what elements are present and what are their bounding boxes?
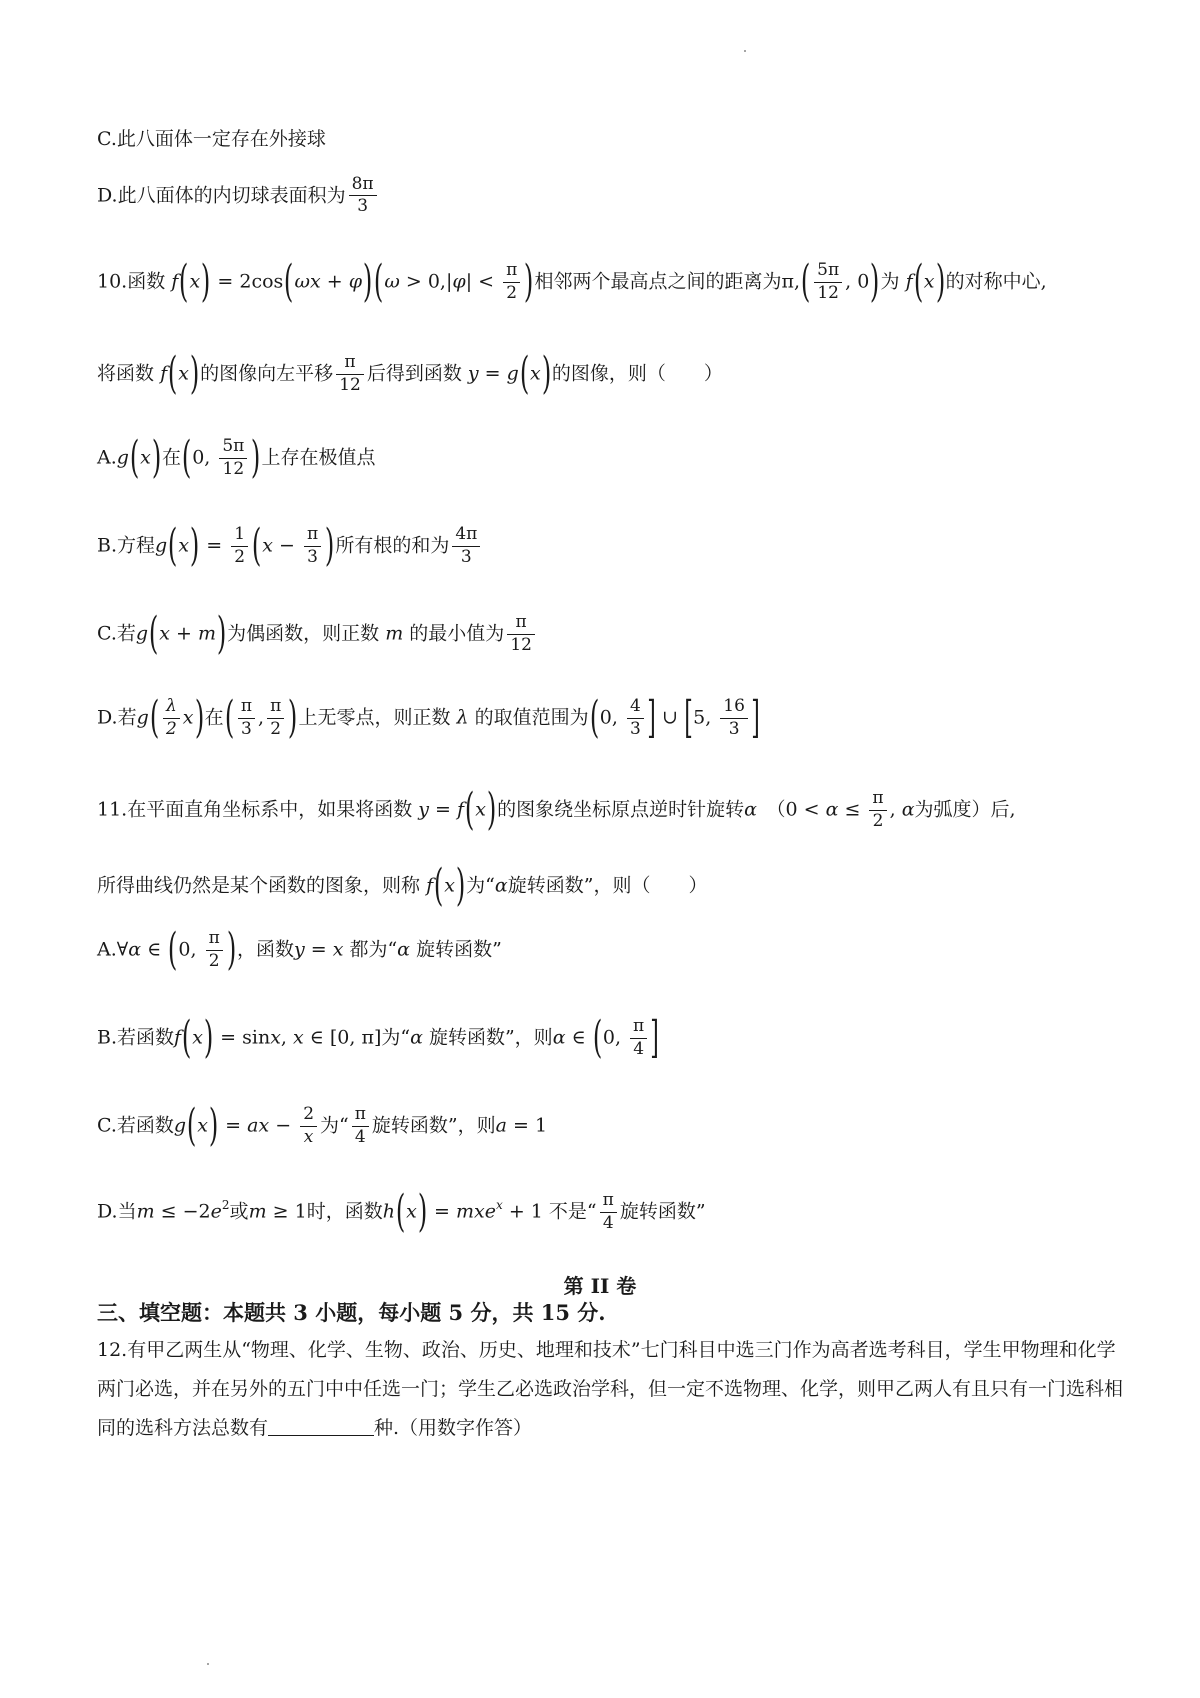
fraction-8pi-over-3: $\frac{8\pi}{3}$: [349, 174, 377, 218]
q11-option-c: C.若函数g(x) = ax − $\frac{2}{x}$ 为“ $\frac{\pi}{4}$ 旋转函数”，则a = 1: [97, 1100, 548, 1151]
q10-option-c: C.若g(x + m)为偶函数，则正数 m 的最小值为 $\frac{\pi}{12}$: [97, 612, 538, 656]
q10-stem-line2: 将函数 f(x)的图像向左平移 $\frac{\pi}{12}$ 后得到函数 y = g(x)的图像，则（ ）: [97, 348, 723, 399]
q9-option-c: C.此八面体一定存在外接球: [97, 128, 326, 150]
q11-option-b: B.若函数f(x) = sinx, x ∈ [0, π]为“α 旋转函数”，则α ∈ (0, $\frac{\pi}{4}$ ]: [97, 1012, 660, 1063]
q11-option-a: A.∀α ∈ (0, $\frac{\pi}{2}$ )，函数y = x 都为“α 旋转函数”: [97, 924, 502, 975]
q9-option-d: D.此八面体的内切球表面积为 $\frac{8\pi}{3}$: [97, 174, 380, 218]
q10-option-d: D.若g( $\frac{\lambda}{2}$ x)在( $\frac{\pi}{3}$ , $\frac{\pi}{2}$ )上无零点，则正数 λ 的取值范围为(0, $\frac{4}{3}$ ] ∪ [5, $\frac{16}{3}$ ]: [97, 692, 760, 743]
q12-text: 12.有甲乙两生从“物理、化学、生物、政治、历史、地理和技术”七门科目中选三门作为高者选考科目，学生甲物理和化学两门必选，并在另外的五门中中任选一门；学生乙必选政治学科，但一定不选物理、化学，则甲乙两人有且只有一门选科相同的选科方法总数有 种.（用数字作答）: [97, 1339, 1124, 1439]
q10-stem-line1: 10.函数 f(x) = 2cos(ωx + φ)(ω > 0,|φ| < $\frac{\pi}{2}$ )相邻两个最高点之间的距离为π,( $\frac{5\pi}{12}$ , 0)为 f(x)的对称中心,: [97, 256, 1047, 307]
answer-blank[interactable]: [268, 1417, 374, 1436]
q11-stem-line1: 11.在平面直角坐标系中，如果将函数 y = f(x)的图象绕坐标原点逆时针旋转α （0 < α ≤ $\frac{\pi}{2}$ , α为弧度）后,: [97, 784, 1016, 835]
scan-speck: [207, 1663, 209, 1665]
part-ii-title: 第 II 卷: [563, 1274, 637, 1298]
q10-option-a: A.g(x)在(0, $\frac{5\pi}{12}$ )上存在极值点: [97, 432, 376, 483]
section-fill-in-header: 三、填空题：本题共 3 小题，每小题 5 分，共 15 分.: [97, 1300, 606, 1325]
scan-speck: [744, 50, 746, 52]
q11-option-d: D.当$m \le -2e^2$或m ≥ 1时，函数h(x) = mxe$^x$ + 1 不是“ $\frac{\pi}{4}$ 旋转函数”: [97, 1186, 706, 1237]
q11-stem-line2: 所得曲线仍然是某个函数的图象，则称 f(x)为“α旋转函数”，则（ ）: [97, 860, 708, 911]
q10-option-b: B.方程g(x) = $\frac{1}{2}$ (x − $\frac{\pi}{3}$ )所有根的和为 $\frac{4\pi}{3}$: [97, 524, 483, 568]
